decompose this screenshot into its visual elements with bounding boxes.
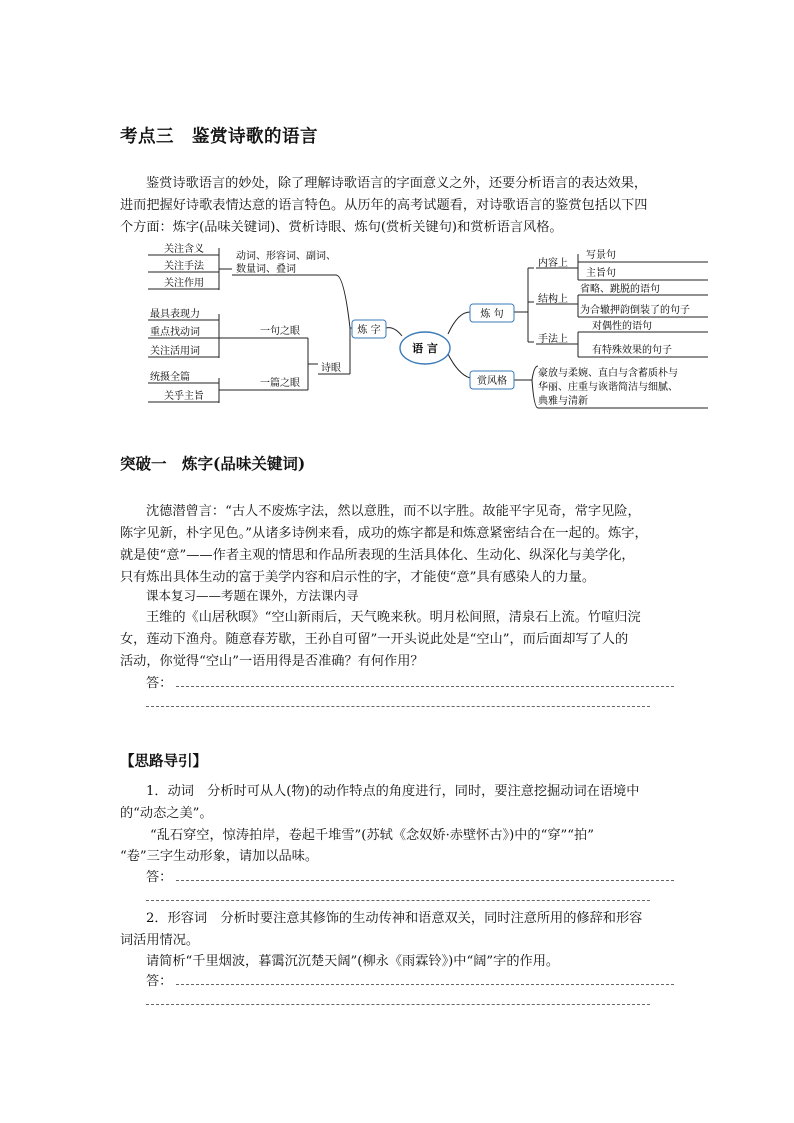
answer-line[interactable] xyxy=(176,880,674,881)
piece-eye-item: 关乎主旨 xyxy=(164,391,204,402)
intro-line-3: 个方面：炼字(品味关键词)、赏析诗眼、炼句(赏析关键句)和赏析语言风格。 xyxy=(120,220,563,235)
branch-lianzi: 炼 字 xyxy=(357,325,381,336)
structure-item: 省略、跳脱的语句 xyxy=(580,284,660,295)
para3-line-2: 女，莲动下渔舟。随意春芳歇，王孙自可留”一开头说此处是“空山”，而后面却写了人的 xyxy=(120,632,629,647)
answer-label: 答： xyxy=(146,870,173,885)
branch-lianju: 炼 句 xyxy=(480,309,504,320)
content-item: 写景句 xyxy=(586,250,616,261)
left-top-item: 关注含义 xyxy=(164,244,204,255)
structure-label: 结构上 xyxy=(538,294,568,305)
breakthrough-title: 突破一 炼字(品味关键词) xyxy=(120,454,306,473)
poem-eye-label: 诗眼 xyxy=(321,363,341,374)
intro-line-1: 鉴赏诗歌语言的妙处，除了理解诗歌语言的字面意义之外，还要分析语言的表达效果， xyxy=(146,176,648,191)
guide2-example: 请简析“千里烟波，暮霭沉沉楚天阔”(柳永《雨霖铃》)中“阔”字的作用。 xyxy=(146,954,560,969)
para2-line-2: 陈字见新，朴字见色。”从诸多诗例来看，成功的炼字都是和炼意紧密结合在一起的。炼字， xyxy=(120,526,648,541)
answer-line[interactable] xyxy=(146,900,650,901)
answer-line[interactable] xyxy=(176,984,674,985)
left-top-item: 关注作用 xyxy=(164,278,204,289)
para3-line-1: 王维的《山居秋暝》“空山新雨后，天气晚来秋。明月松间照，清泉石上流。竹喧归浣 xyxy=(146,610,641,625)
top-note-line-1: 动词、形容词、副词、 xyxy=(236,251,336,262)
guide1-example-2: “卷”三字生动形象，请加以品味。 xyxy=(120,849,319,864)
guide2-line-1: 2．形容词 分析时要注意其修饰的生动传神和语意双关，同时注意所用的修辞和形容 xyxy=(146,911,643,926)
style-line-1: 豪放与柔婉、直白与含蓄质朴与 xyxy=(538,368,678,379)
piece-eye-label: 一篇之眼 xyxy=(260,378,300,389)
section-title: 考点三 鉴赏诗歌的语言 xyxy=(120,127,318,147)
para2-line-1: 沈德潜曾言：“古人不废炼字法，然以意胜，而不以字胜。故能平字见奇，常字见险， xyxy=(146,504,641,519)
piece-eye-item: 统摄全篇 xyxy=(150,372,190,383)
sentence-eye-item: 最具表现力 xyxy=(150,309,200,320)
sentence-eye-label: 一句之眼 xyxy=(260,326,300,337)
technique-item: 对偶性的语句 xyxy=(592,321,652,332)
style-line-2: 华丽、庄重与诙谐简洁与细腻、 xyxy=(538,382,678,393)
answer-label: 答： xyxy=(146,974,173,989)
technique-label: 手法上 xyxy=(538,334,568,345)
guide1-line-2: 的“动态之美”。 xyxy=(120,806,213,821)
branch-style: 赏风格 xyxy=(477,376,507,387)
guide2-line-2: 词活用情况。 xyxy=(120,933,200,948)
answer-line[interactable] xyxy=(176,686,674,687)
para2-line-3: 就是使“意”——作者主观的情思和作品所表现的生活具体化、生动化、纵深化与美学化， xyxy=(120,548,635,563)
review-line: 课本复习——考题在课外，方法课内寻 xyxy=(146,588,359,603)
guide-title: 【思路导引】 xyxy=(120,753,207,770)
technique-item: 有特殊效果的句子 xyxy=(592,345,672,356)
content-label: 内容上 xyxy=(538,258,568,269)
answer-label: 答： xyxy=(146,676,173,691)
para2-line-4: 只有炼出具体生动的富于美学内容和启示性的字，才能使“意”具有感染人的力量。 xyxy=(120,570,596,585)
language-mind-map xyxy=(140,238,712,416)
content-item: 主旨句 xyxy=(586,268,616,279)
intro-line-2: 进而把握好诗歌表情达意的语言特色。从历年的高考试题看，对诗歌语言的鉴赏包括以下四 xyxy=(120,198,648,213)
structure-item: 为合辙押韵倒装了的句子 xyxy=(580,305,690,316)
answer-line[interactable] xyxy=(146,706,650,707)
sentence-eye-item: 重点找动词 xyxy=(150,327,200,338)
guide1-line-1: 1．动词 分析时可从人(物)的动作特点的角度进行，同时，要注意挖掘动词在语境中 xyxy=(146,784,640,799)
guide1-example-1: “乱石穿空，惊涛拍岸，卷起千堆雪”(苏轼《念奴娇·赤壁怀古》)中的“穿”“拍” xyxy=(150,828,594,843)
center-label: 语 言 xyxy=(412,342,438,355)
style-line-3: 典雅与清新 xyxy=(538,396,588,407)
top-note-line-2: 数量词、叠词 xyxy=(236,264,296,275)
sentence-eye-item: 关注活用词 xyxy=(150,346,200,357)
answer-line[interactable] xyxy=(146,1004,650,1005)
para3-line-3: 活动，你觉得“空山”一语用得是否准确？有何作用？ xyxy=(120,654,424,669)
left-top-item: 关注手法 xyxy=(164,261,204,272)
